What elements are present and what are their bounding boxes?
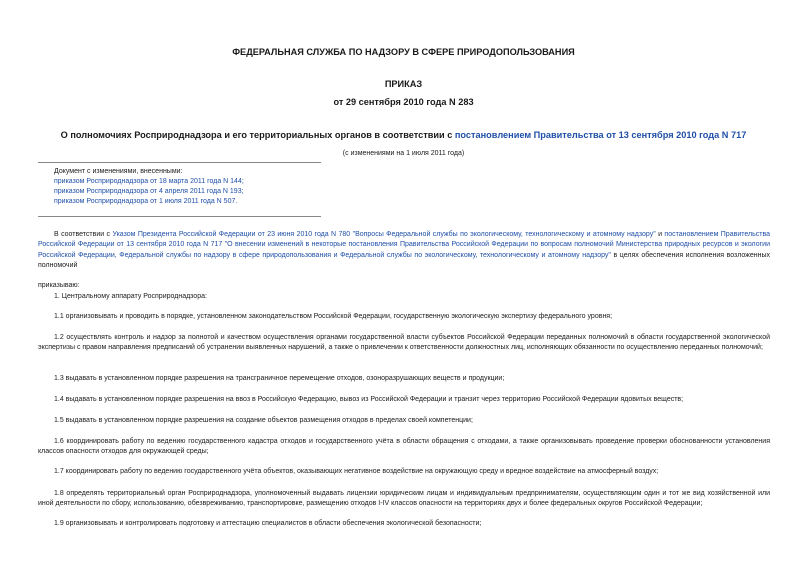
paragraph xyxy=(38,437,770,458)
order-word xyxy=(38,281,770,291)
paragraph-text: 1.8 определять территориальный орган Росприроднадзора, уполномоченный выдавать лицензии юридическим лицам и индивидуальным предпринимателям, осуществляющим один и тот же вид хозяйственной или иной деятельности по сбору, использованию, обезвреживанию, транспортировке, размещению отходов I-IV классов опасности на территориях двух и более федеральных округов Российской Федерации; xyxy=(38,490,770,508)
paragraph-text: 1.5 выдавать в установленном порядке разрешения на создание объектов размещения отходов в пределах своей компетенции; xyxy=(54,417,473,424)
changes-box xyxy=(38,162,321,217)
change-link[interactable]: приказом Росприроднадзора от 4 апреля 2011 года N 193; xyxy=(54,188,244,195)
paragraph xyxy=(38,467,770,477)
resolution-link[interactable]: постановлением Правительства Российской Федерации от 13 сентября 2010 года N 717 "О внесении изменений в некоторые постановления Правительства Российской Федерации по вопросам полномочий Министерства природных ресурсов и экологии Российской Федерации, Федеральной службы по надзору в сфере природопользования и Федеральной службы по экологическому, технологическому и атомному надзору" xyxy=(38,231,770,259)
intro-suffix: в целях обеспечения исполнения возложенных полномочий xyxy=(38,251,771,270)
changes-label: Документ с изменениями, внесенными: xyxy=(54,168,183,175)
document-type: ПРИКАЗ xyxy=(384,79,423,89)
revision-note: (с изменениями на 1 июля 2011 года) xyxy=(342,150,465,157)
paragraph-text: 1.3 выдавать в установленном порядке разрешения на трансграничное перемещение отходов, озоноразрушающих веществ и продукции; xyxy=(54,375,505,382)
paragraph-text: 1. Центральному аппарату Росприроднадзора: xyxy=(54,293,207,300)
paragraph-text: 1.7 координировать работу по ведению государственного учёта объектов, оказывающих негативное воздействие на окружающую среду и вредное воздействие на атмосферный воздух; xyxy=(54,468,659,475)
paragraph xyxy=(38,292,770,302)
paragraph xyxy=(38,312,770,322)
paragraph xyxy=(38,333,770,354)
decree-link[interactable]: Указом Президента Российской Федерации от 23 июня 2010 года N 780 "Вопросы Федеральной службы по экологическому, технологическому и атомному надзору" xyxy=(112,231,656,238)
paragraph xyxy=(38,374,770,384)
change-link[interactable]: приказом Росприроднадзора от 1 июля 2011 года N 507. xyxy=(54,198,238,205)
paragraph-text: 1.6 координировать работу по ведению государственного кадастра отходов и государственного учёта в области обращения с отходами, а также организовывать проведение проверки обоснованности установления классов опасности отходов для окружающей среды; xyxy=(38,438,770,456)
title-text: О полномочиях Росприроднадзора и его территориальных органов в соответствии с xyxy=(60,130,455,140)
paragraph xyxy=(38,416,770,426)
paragraph-text: 1.2 осуществлять контроль и надзор за полнотой и качеством осуществления органами государственной власти субъектов Российской Федерации переданных полномочий в области государственной экологической экспертизы с правом направления предписаний об устранении выявленных нарушений, а также о привлечении к ответственности должностных лиц, исполняющих обязанности по осуществлению переданных полномочий; xyxy=(38,334,770,352)
order-word-text: приказываю: xyxy=(38,282,80,289)
paragraph-text: 1.9 организовывать и контролировать подготовку и аттестацию специалистов в области обеспечения экологической безопасности; xyxy=(54,520,482,527)
change-link[interactable]: приказом Росприроднадзора от 18 марта 2011 года N 144; xyxy=(54,178,244,185)
document-date-number: от 29 сентября 2010 года N 283 xyxy=(333,97,474,107)
intro-paragraph xyxy=(38,230,770,272)
agency-name: ФЕДЕРАЛЬНАЯ СЛУЖБА ПО НАДЗОРУ В СФЕРЕ ПРИРОДОПОЛЬЗОВАНИЯ xyxy=(232,47,575,57)
paragraph xyxy=(38,489,770,510)
document-title xyxy=(0,130,807,140)
paragraph xyxy=(38,519,770,529)
title-link[interactable]: постановлением Правительства от 13 сентября 2010 года N 717 xyxy=(454,130,747,140)
paragraph-text: 1.4 выдавать в установленном порядке разрешения на ввоз в Российскую Федерацию, вывоз из Российской Федерации и транзит через территорию Российской Федерации ядовитых веществ; xyxy=(54,396,684,403)
paragraph-text: 1.1 организовывать и проводить в порядке, установленном законодательством Российской Федерации, государственную экологическую экспертизу федерального уровня; xyxy=(54,313,613,320)
paragraph xyxy=(38,395,770,405)
intro-mid: и xyxy=(655,231,665,238)
intro-prefix: В соответствии с xyxy=(54,231,113,238)
